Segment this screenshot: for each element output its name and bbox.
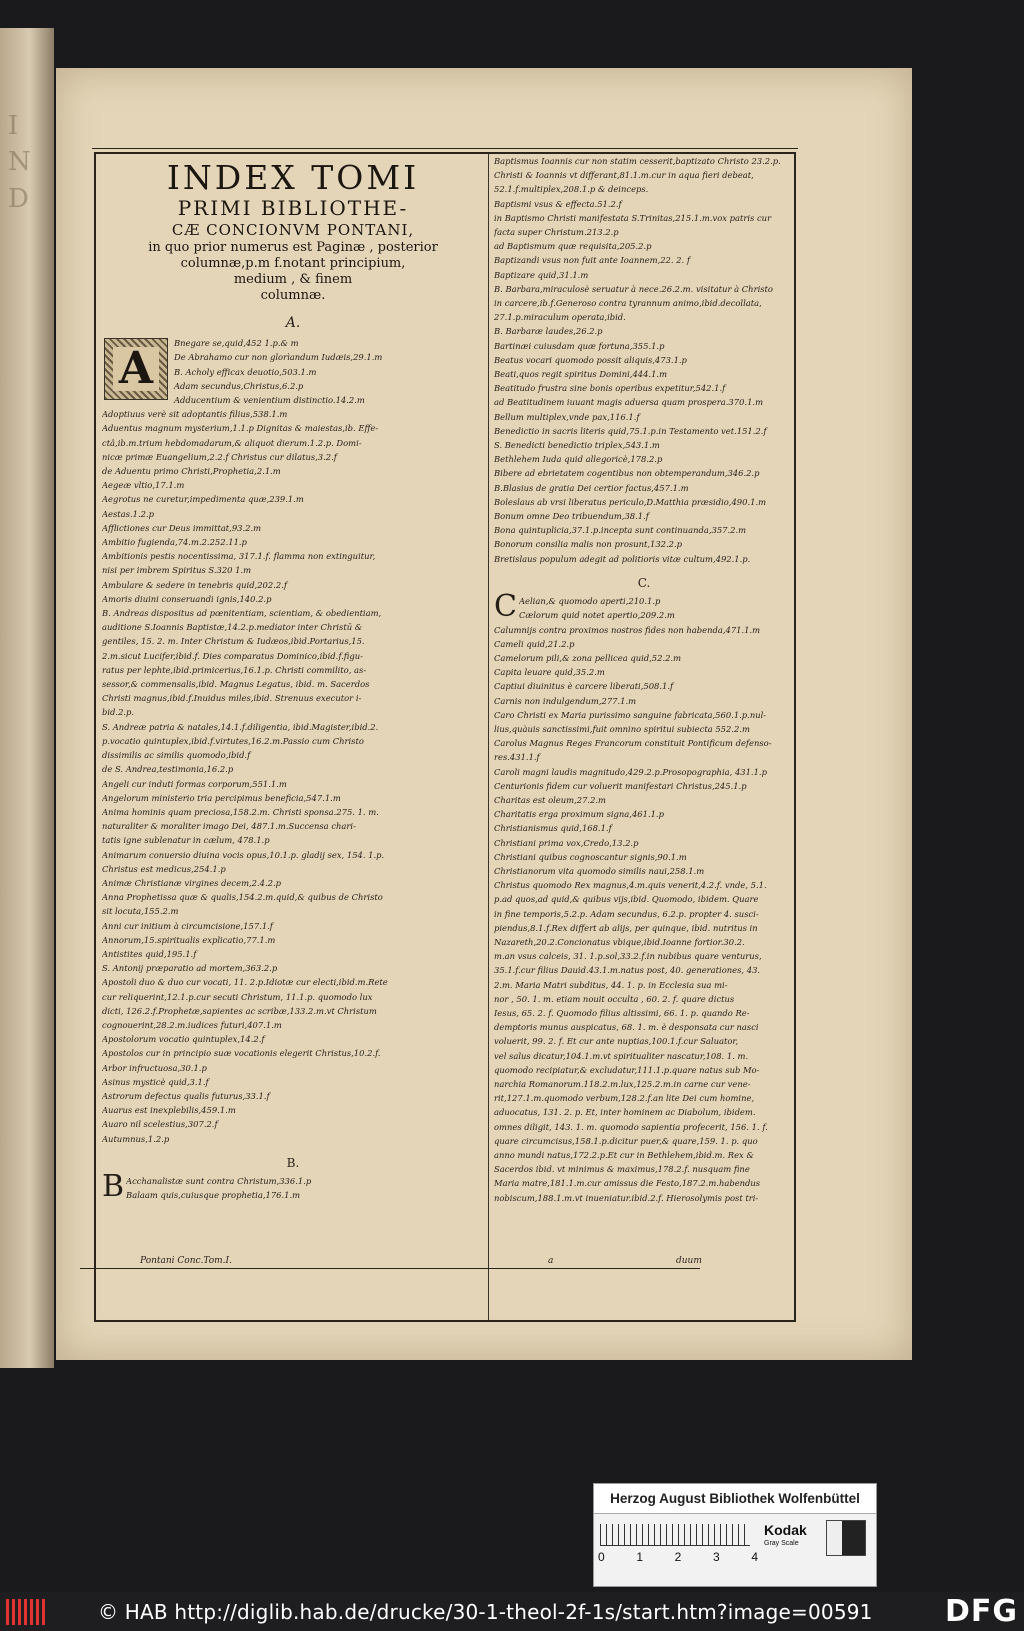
index-entry: quomodo recipiatur,& excludatur,111.1.p.quare natus sub Mo- xyxy=(494,1064,760,1075)
index-entry: Carnis non indulgendum,277.1.m xyxy=(494,695,637,706)
index-entry: Capita leuare quid,35.2.m xyxy=(494,667,605,678)
dfg-logo-icon[interactable]: DFG xyxy=(944,1594,1018,1629)
index-entry: Baptismus Ioannis cur non statim cesserit,baptizato Christo 23.2.p. xyxy=(494,156,781,166)
ruler-number: 0 xyxy=(598,1550,605,1564)
entries-b-left xyxy=(102,1168,484,1204)
ruler-scale xyxy=(600,1524,750,1546)
index-entry: res.431.1.f xyxy=(494,752,540,763)
index-entry: B. Andreas dispositus ad pœnitentiam, scientiam, & obedientiam, xyxy=(102,608,382,619)
index-entry: Angelorum ministerio tria percipimus beneficia,547.1.m xyxy=(102,792,341,803)
index-entry: piendus,8.1.f.Rex differt ab alijs, per quinque, ibid. nutritus in xyxy=(494,922,758,933)
index-entry: in carcere,ib.f.Generoso contra tyrannum animo,ibid.decollata, xyxy=(494,298,762,309)
section-heading-a: A. xyxy=(285,315,301,331)
index-entry: voluerit, 99. 2. f. Et cur ante nuptias,100.1.f.cur Saluator, xyxy=(494,1036,739,1047)
index-entry: Benedictio in sacris literis quid,75.1.p.in Testamento vet.151.2.f xyxy=(494,425,767,436)
entries-b-right xyxy=(494,154,794,566)
index-entry: Nazareth,20.2.Concionatus vbique,ibid.Ioanne fortior.30.2. xyxy=(494,936,745,947)
index-entry: Bonorum consilia malis non prosunt,132.2.p xyxy=(494,539,683,550)
index-entry: nor , 50. 1. m. etiam nouit occulta , 60. 2. f. quare dictus xyxy=(494,993,735,1004)
index-entry: Aegeæ vltio,17.1.m xyxy=(102,480,185,491)
index-entry: nicæ primæ Euangelium,2.2.f Christus cur dilatus,3.2.f xyxy=(102,451,337,462)
catchword: duum xyxy=(676,1256,702,1266)
index-entry: Adam secundus,Christus,6.2.p xyxy=(174,380,304,391)
index-entry: Autumnus,1.2.p xyxy=(102,1133,170,1144)
index-entry: Sacerdos ibid. vt minimus & maximus,178.2.f. nusquam fine xyxy=(494,1164,750,1175)
index-entry: Baptizandi vsus non fuit ante Ioannem,22. 2. f xyxy=(494,255,690,266)
index-entry: ctâ,ib.m.trium hebdomadarum,& aliquot dierum.1.2.p. Domi- xyxy=(102,437,362,448)
index-entry: demptoris munus auspicatus, 68. 1. m. è desponsata cur nasci xyxy=(494,1022,759,1033)
index-entry: Beati,quos regit spiritus Domini,444.1.m xyxy=(494,369,668,380)
signature-mark: a xyxy=(548,1256,554,1266)
index-entry: Apostolorum vocatio quintuplex,14.2.f xyxy=(102,1034,265,1045)
index-entry: Auarus est inexplebilis,459.1.m xyxy=(102,1105,236,1116)
index-entry: p.ad quos,ad quid,& quibus vijs,ibid. Quomodo, ibidem. Quare xyxy=(494,894,759,905)
title-line-6: medium , & finem xyxy=(233,272,353,287)
ruler-number: 2 xyxy=(674,1550,682,1564)
index-entry: Charitas est oleum,27.2.m xyxy=(494,794,607,805)
hab-logo-icon[interactable] xyxy=(6,1599,46,1625)
index-entry: ratus per lephte,ibid.primicerius,16.1.p. Christi commilito, as- xyxy=(102,664,367,675)
library-name: Herzog August Bibliothek Wolfenbüttel xyxy=(594,1484,876,1514)
index-entry: Christianismus quid,168.1.f xyxy=(494,823,612,834)
index-entry: Arbor infructuosa,30.1.p xyxy=(102,1062,207,1073)
index-entry: de Aduentu primo Christi,Prophetia,2.1.m xyxy=(102,466,281,477)
title-line-2: PRIMI BIBLIOTHE- xyxy=(177,196,409,220)
previous-page-edge xyxy=(0,28,54,1368)
index-entry: in fine temporis,5.2.p. Adam secundus, 6.2.p. propter 4. susci- xyxy=(494,908,759,919)
initial-letter: A xyxy=(113,347,159,391)
source-url[interactable]: © HAB http://diglib.hab.de/drucke/30-1-theol-2f-1s/start.htm?image=00591 xyxy=(98,1599,873,1624)
index-entry: Anni cur initium à circumcisione,157.1.f xyxy=(102,920,273,931)
index-entry: ad Beatitudinem iuuant magis aduersa quam prospera.370.1.m xyxy=(494,397,764,408)
index-entry: Bonum omne Deo tribuendum,38.1.f xyxy=(494,511,649,522)
index-entry: De Abrahamo cur non glorìandum Iudæis,29.1.m xyxy=(174,352,383,363)
title-line-4: in quo prior numerus est Paginæ , posterior xyxy=(148,240,438,255)
index-entry: 35.1.f.cur filius Dauid.43.1.m.natus post, 40. generationes, 43. xyxy=(494,965,761,976)
column-divider xyxy=(488,154,489,1320)
index-entry: auditione S.Ioannis Baptistæ,14.2.p.mediator inter Christū & xyxy=(102,622,363,633)
index-entry: vel salus dicatur,104.1.m.vt spiritualiter nascatur,108. 1. m. xyxy=(494,1050,749,1061)
index-entry: gentiles, 15. 2. m. Inter Christum & Iudæos,ibid.Portarius,15. xyxy=(102,636,365,647)
index-entry: p.vocatio quintuplex,ibid.f.virtutes,16.2.m.Passio cum Christo xyxy=(102,735,364,746)
index-entry: cognouerint,28.2.m.iudices futuri,407.1.m xyxy=(102,1019,282,1030)
index-entry: narchia Romanorum.118.2.m.lux,125.2.m.in carne cur vene- xyxy=(494,1079,751,1089)
index-entry: Amoris diuini conseruandi ignis,140.2.p xyxy=(102,593,272,604)
left-column xyxy=(102,154,484,1202)
index-entry: Beatitudo frustra sine bonis operibus expetitur,542.1.f xyxy=(494,383,726,394)
index-entry: Baptizare quid,31.1.m xyxy=(494,269,589,280)
index-entry: anno mundi natus,172.2.p.Et cur in Bethlehem,ibid.m. Rex & xyxy=(494,1150,754,1161)
index-entry: aduocatus, 131. 2. p. Et, inter hominem ac Diabolum, ibidem. xyxy=(494,1107,756,1118)
index-entry: de S. Andrea,testimonia,16.2.p xyxy=(102,764,234,775)
index-entry: 2.m. Maria Matri subditus, 44. 1. p. in Ecclesia sua mi- xyxy=(494,979,728,990)
index-entry: Calumnijs contra proximos nostros fides non habenda,471.1.m xyxy=(494,624,761,635)
title-line-3: CÆ CONCIONVM PONTANI, xyxy=(171,221,415,239)
index-entry: Aestas.1.2.p xyxy=(102,508,154,519)
gray-scale-patch-icon xyxy=(826,1520,866,1556)
entries-c xyxy=(494,589,794,1205)
section-a-opening xyxy=(102,336,484,407)
index-entry: Apostoli duo & duo cur vocati, 11. 2.p.Idiotæ cur electi,ibid.m.Rete xyxy=(102,977,388,988)
index-entry: Ambitionis pestis nocentissima, 317.1.f. flamma non extinguitur, xyxy=(102,551,376,562)
index-entry: Captiui diuinitus è carcere liberati,508.1.f xyxy=(494,681,674,692)
index-entry: B. Barbara,miraculosè seruatur à nece.26.2.m. visitatur à Christo xyxy=(494,283,773,294)
index-entry: sessor,& commensalis,ibid. Magnus Legatus, ibid. m. Sacerdos xyxy=(102,679,370,690)
index-entry: tatis igne sublenatur in cælum, 478.1.p xyxy=(102,835,270,846)
index-entry: Christi magnus,ibid.f.Inuidus miles,ibid. Strenuus executor i- xyxy=(102,693,362,704)
index-entry: Bethlehem Iuda quid allegoricè,178.2.p xyxy=(494,454,663,465)
index-entry: B.Blasius de gratia Dei certior factus,457.1.m xyxy=(494,482,689,493)
ruler-number: 1 xyxy=(636,1550,644,1564)
index-entry: Bartinæi cuiusdam quæ fortuna,355.1.p xyxy=(494,340,665,351)
index-entry: bid.2.p. xyxy=(102,707,135,718)
ruler-number: 3 xyxy=(712,1550,720,1564)
index-entry: Anima hominis quam preciosa,158.2.m. Christi sponsa.275. 1. m. xyxy=(102,806,379,817)
index-entry: Bretislaus populum adegit ad politioris vitæ cultum,492.1.p. xyxy=(494,553,751,564)
index-entry: Cameli quid,21.2.p xyxy=(494,638,575,649)
index-entry: rit,127.1.m.quomodo verbum,128.2.f.an lite Dei cum homine, xyxy=(494,1093,755,1104)
index-entry: Apostolos cur in principio suæ vocationis elegerit Christus,10.2.f. xyxy=(102,1048,381,1059)
index-entry: B. Barbaræ laudes,26.2.p xyxy=(494,326,603,337)
index-entry: lius,quàuis sanctissimi,fuit omnino spiritui subiecta 552.2.m xyxy=(494,723,750,734)
index-entry: S. Andreæ patria & natales,14.1.f.diligentia, ibid.Magister,ibid.2. xyxy=(102,721,379,732)
index-entry: S. Antonij præparatio ad mortem,363.2.p xyxy=(102,963,278,974)
index-entry: dicti, 126.2.f.Prophetæ,sapientes ac scribæ,133.2.m.vt Christum xyxy=(102,1005,377,1016)
index-entry: Christiani quibus cognoscantur signis,90.1.m xyxy=(494,851,687,862)
index-entry: Caroli magni laudis magnitudo,429.2.p.Prosopographia, 431.1.p xyxy=(494,766,767,777)
index-entry: S. Benedicti benedictio triplex,543.1.m xyxy=(494,440,660,451)
index-entry: in Baptismo Christi manifestata S.Trinitas,215.1.m.vox patris cur xyxy=(494,212,772,223)
title-line-1: INDEX TOMI xyxy=(166,158,420,197)
index-entry: Anna Prophetissa quæ & qualis,154.2.m.quid,& quibus de Christo xyxy=(102,892,383,903)
index-entry: Ambitio fugienda,74.m.2.252.11.p xyxy=(102,537,247,548)
index-entry: Animæ Christianæ virgines decem,2.4.2.p xyxy=(102,877,282,888)
index-entry: facta super Christum.213.2.p xyxy=(494,227,619,238)
decorated-initial-a xyxy=(104,338,168,400)
index-entry: omnes diligit, 143. 1. m. quomodo sapientia profecerit, 156. 1. f. xyxy=(494,1121,768,1132)
index-entry: Astrorum defectus qualis futurus,33.1.f xyxy=(102,1090,270,1101)
index-entry: Adoptiuus verè sit adoptantis filius,538.1.m xyxy=(102,409,288,420)
index-entry: Bibere ad ebrietatem cogentibus non obtemperandum,346.2.p xyxy=(494,468,760,479)
index-entry: Christianorum vita quomodo similis naui,258.1.m xyxy=(494,865,705,876)
index-entry: quare circumcisus,158.1.p.dicitur puer,& quare,159. 1. p. quo xyxy=(494,1135,758,1146)
index-entry: nobiscum,188.1.m.vt inueniatur.ibid.2.f. Hierosolymis post tri- xyxy=(494,1192,759,1203)
index-entry: Asinus mysticè quid,3.1.f xyxy=(102,1076,209,1087)
initial-letter-b: B xyxy=(102,1168,125,1204)
index-entry: B. Acholy efficax deuotio,503.1.m xyxy=(174,366,317,377)
entries-c-list xyxy=(494,589,794,1205)
index-entry: Adducentium & venientium distinctio.14.2.m xyxy=(174,395,365,406)
running-title: Pontani Conc.Tom.I. xyxy=(140,1256,232,1266)
index-entry: Balaam quis,cuiusque prophetia,176.1.m xyxy=(126,1190,301,1201)
index-entry: cur reliquerint,12.1.p.cur secuti Christum, 11.1.p. quomodo lux xyxy=(102,991,373,1002)
book-page xyxy=(56,68,912,1360)
index-entry: Centurionis fidem cur voluerit manifestari Christus,245.1.p xyxy=(494,780,747,791)
section-heading-c: C. xyxy=(637,575,651,590)
index-entry: Antistites quid,195.1.f xyxy=(102,948,197,959)
index-entry: Christus est medicus,254.1.p xyxy=(102,863,226,874)
index-entry: dissimilis ac similis quomodo,ibid.f xyxy=(102,750,251,761)
index-entry: Aelian,& quomodo aperti,210.1.p xyxy=(518,596,661,607)
index-entry: Bellum multiplex,vnde pax,116.1.f xyxy=(494,411,640,422)
viewer-bottom-bar xyxy=(0,1592,1024,1631)
index-entry: Charitatis erga proximum signa,461.1.p xyxy=(494,809,664,820)
index-entry: Christi & Ioannis vt differant,81.1.m.cur in aqua fieri debeat, xyxy=(494,170,754,181)
index-entry: nisi per imbrem Spiritus S.320 1.m xyxy=(102,565,252,576)
index-entry: Cælorum quid notet apertio,209.2.m xyxy=(518,610,675,621)
kodak-brand: Kodak xyxy=(764,1522,807,1538)
index-entry: Animarum conuersio diuina vocis opus,10.1.p. gladij sex, 154. 1.p. xyxy=(102,849,385,860)
index-entry: m.an vsus calceis, 31. 1.p.sol,33.2.f.in nubibus quare venturus, xyxy=(494,951,762,962)
index-entry: sit locuta,155.2.m xyxy=(102,906,179,917)
index-entry: Bona quintuplicia,37.1.p.incepta sunt continuanda,357.2.m xyxy=(494,525,747,536)
right-column xyxy=(494,154,794,1205)
title-line-7: columnæ. xyxy=(260,288,326,303)
title-line-5: columnæ,p.m f.notant principium, xyxy=(180,256,406,271)
index-entry: Acchanalistæ sunt contra Christum,336.1.p xyxy=(126,1175,312,1186)
index-entry: Bnegare se,quid,452 1.p.& m xyxy=(174,338,299,349)
index-entry: Iesus, 65. 2. f. Quomodo filius altissimi, 66. 1. p. quando Re- xyxy=(494,1007,750,1018)
index-entry: Auaro nil scelestius,307.2.f xyxy=(102,1119,218,1130)
index-entry: Beatus vocari quomodo possit aliquis,473.1.p xyxy=(494,354,687,365)
index-entry: Carolus Magnus Reges Francorum constituit Pontificum defenso- xyxy=(494,738,772,749)
index-entry: Caro Christi ex Maria purissimo sanguine fabricata,560.1.p.nul- xyxy=(494,709,767,720)
index-entry: Annorum,15.spiritualis explicatio,77.1.m xyxy=(102,934,276,945)
index-entry: Ambulare & sedere in tenebris quid,202.2.f xyxy=(102,579,287,590)
index-entry: Aduentus magnum mysterium,1.1.p Dignitas & maiestas,ib. Effe- xyxy=(102,423,379,434)
index-entry: Afflictiones cur Deus immittat,93.2.m xyxy=(102,522,262,533)
ruler-number: 4 xyxy=(751,1550,758,1564)
gray-scale-label: Gray Scale xyxy=(764,1540,799,1547)
prev-page-ghost-text: I N D xyxy=(8,111,31,214)
initial-letter-c: C xyxy=(494,589,517,625)
index-entry: ad Baptismum quæ requisita,205.2.p xyxy=(494,241,652,252)
index-entry: Boleslaus ab vrsi liberatus periculo,D.Matthia præsidio,490.1.m xyxy=(494,496,767,507)
index-entry: 27.1.p.miraculum operata,ibid. xyxy=(494,312,626,323)
color-calibration-card xyxy=(593,1483,877,1587)
index-entry: Christus quomodo Rex magnus,4.m.quis venerit,4.2.f. vnde, 5.1. xyxy=(494,880,767,891)
index-entry: Baptismi vsus & effecta.51.2.f xyxy=(494,198,622,209)
ruler-numbers xyxy=(598,1550,758,1564)
section-heading-b: B. xyxy=(286,1155,300,1170)
index-entry: 52.1.f.multiplex,208.1.p & deinceps. xyxy=(494,184,649,195)
index-entry: Christiani prima vox,Credo,13.2.p xyxy=(494,837,639,848)
index-entry: naturaliter & moraliter imago Dei, 487.1.m.Succensa chari- xyxy=(102,821,356,832)
index-title xyxy=(102,154,484,304)
page-frame xyxy=(94,152,796,1322)
index-entry: 2.m.sicut Lucifer,ibid.f. Dies comparatus Dominico,ibid.f.figu- xyxy=(102,650,363,661)
index-entry: Camelorum pili,& zona pellicea quid,52.2.m xyxy=(494,652,682,663)
index-entry: Maria matre,181.1.m.cur amissus die Festo,187.2.m.habendus xyxy=(494,1178,761,1189)
footer-rule xyxy=(80,1268,700,1269)
index-entry: Angeli cur induti formas corporum,551.1.m xyxy=(102,778,287,789)
index-entry: Aegrotus ne curetur,impedimenta quæ,239.1.m xyxy=(102,494,304,505)
entries-a-rest xyxy=(102,407,484,1146)
